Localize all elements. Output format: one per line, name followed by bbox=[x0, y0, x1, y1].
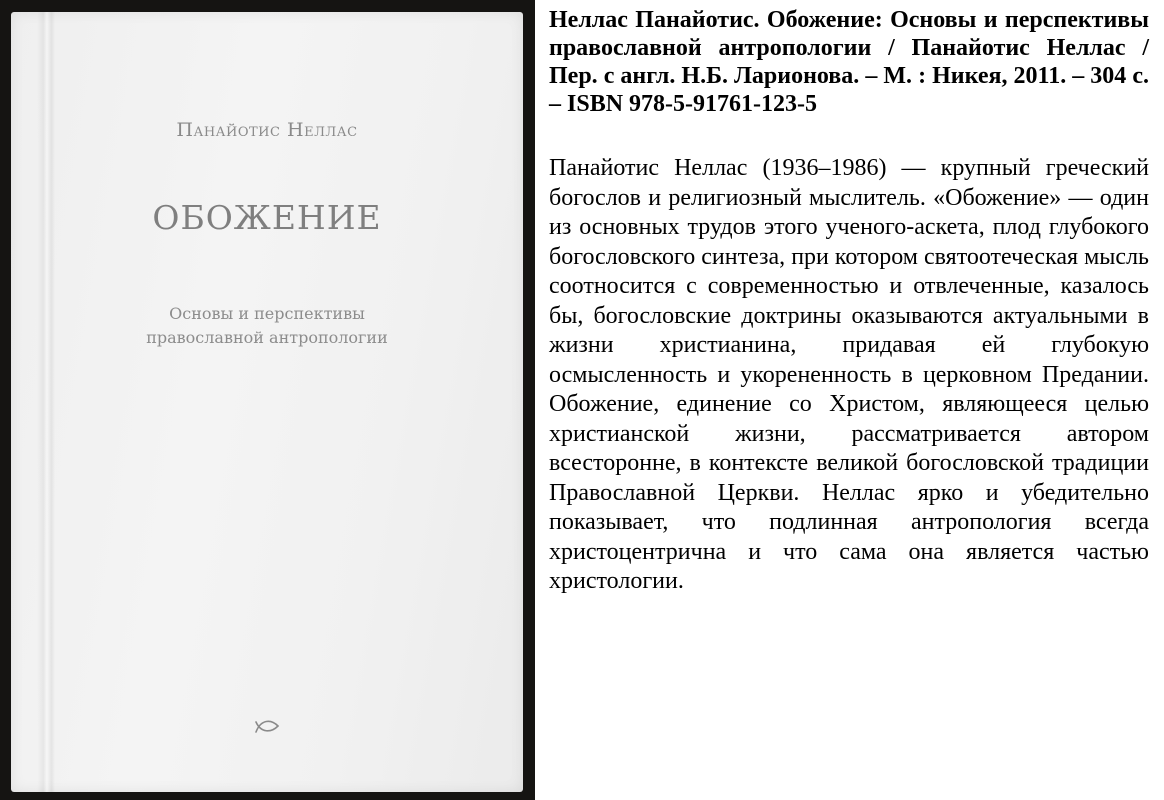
ichthys-fish-icon bbox=[254, 720, 280, 734]
cover-author: Панайотис Неллас bbox=[176, 119, 358, 141]
bibliographic-heading: Неллас Панайотис. Обожение: Основы и перспективы православной антропологии / Панайотис Неллас / Пер. с англ. Н.Б. Ларионова. – М. : Никея, 2011. – 304 с. – ISBN 978-5-91761-123-5 bbox=[549, 7, 1149, 117]
book-annotation: Панайотис Неллас (1936–1986) — крупный греческий богослов и религиозный мыслитель. «Обожение» — один из основных трудов этого ученого-аскета, плод глубокого богословского синтеза, при котором святоотеческая мысль соотносится с современностью и отвлеченные, казалось бы, богословские доктрины оказываются актуальными в жизни христианина, придавая ей глубокую осмысленность и укорененность в церковном Предании. Обожение, единение со Христом, являющееся целью христианской жизни, рассматривается автором всесторонне, в контексте великой богословской традиции Православной Церкви. Неллас ярко и убедительно показывает, что подлинная антропология всегда христоцентрична и что сама она является частью христологии. bbox=[549, 155, 1149, 594]
cover-subtitle bbox=[11, 302, 523, 350]
cover-subtitle-line: Основы и перспективы bbox=[169, 304, 365, 323]
cover-subtitle-line: православной антропологии bbox=[146, 328, 388, 347]
book-description bbox=[549, 6, 1149, 597]
book-cover bbox=[11, 12, 523, 792]
cover-title: ОБОЖЕНИЕ bbox=[152, 198, 382, 237]
book-cover-photo bbox=[0, 0, 535, 800]
